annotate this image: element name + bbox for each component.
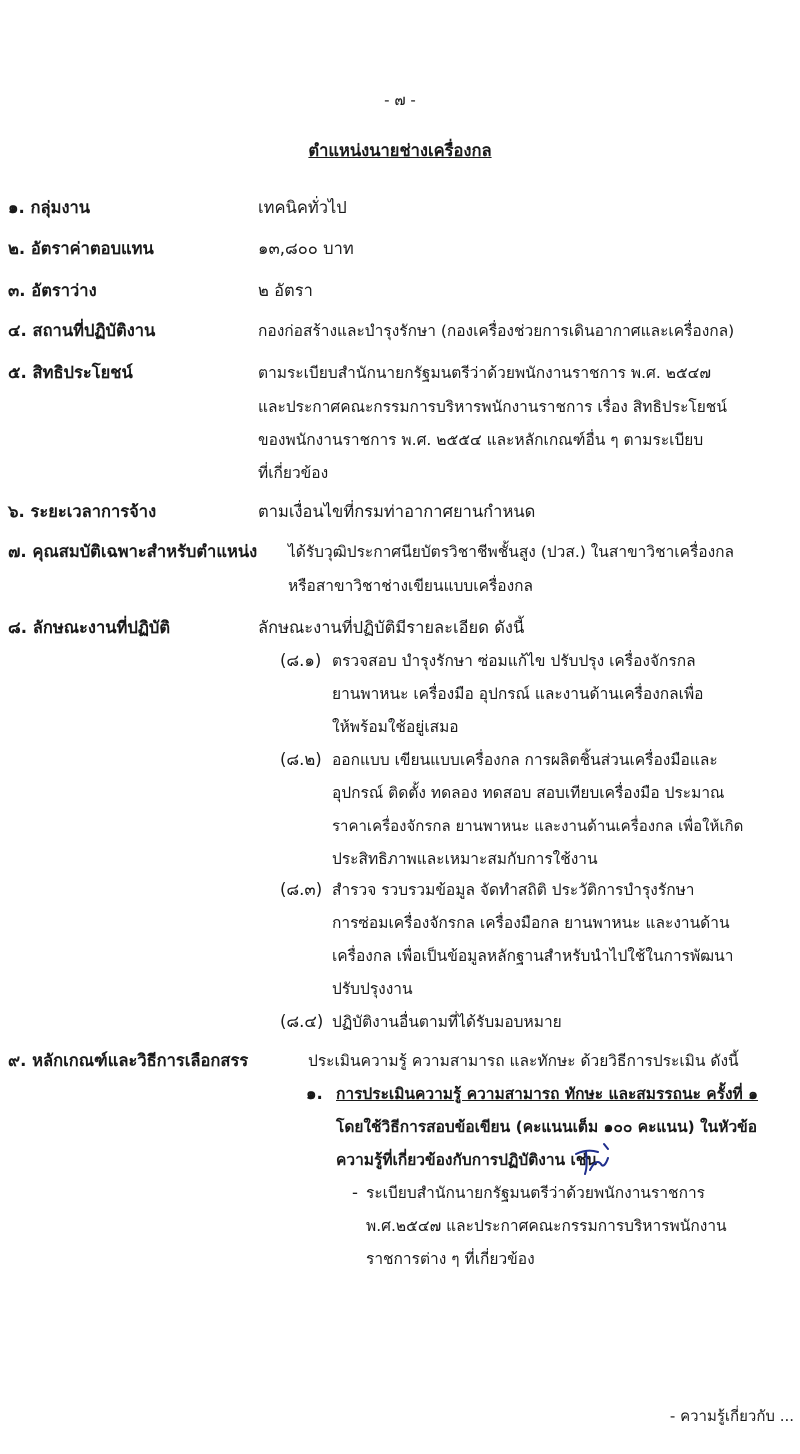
duty-number: (๘.๓) xyxy=(280,880,323,899)
item-label-7: ๗. คุณสมบัติเฉพาะสำหรับตำแหน่ง xyxy=(8,542,258,561)
item-label-5: ๕. สิทธิประโยชน์ xyxy=(8,363,133,382)
item-label-8: ๘. ลักษณะงานที่ปฏิบัติ xyxy=(8,618,171,637)
item-value-8: ลักษณะงานที่ปฏิบัติมีรายละเอียด ดังนี้ xyxy=(258,618,525,637)
item-value-1: เทคนิคทั่วไป xyxy=(258,198,347,217)
duty-line: เครื่องกล เพื่อเป็นข้อมูลหลักฐานสำหรับนำไปใช้ในการพัฒนา xyxy=(332,947,734,965)
bullet-marker: - xyxy=(352,1183,358,1202)
item-value-5-line-4: ที่เกี่ยวข้อง xyxy=(258,464,329,482)
item-value-3: ๒ อัตรา xyxy=(258,281,313,300)
duty-line: อุปกรณ์ ติดตั้ง ทดลอง ทดสอบ สอบเทียบเครื่องมือ ประมาณ xyxy=(332,784,725,802)
bullet-line: พ.ศ.๒๕๔๗ และประกาศคณะกรรมการบริหารพนักงาน xyxy=(366,1217,727,1235)
duty-number: (๘.๑) xyxy=(280,651,322,670)
duty-line: สำรวจ รวบรวมข้อมูล จัดทำสถิติ ประวัติการบำรุงรักษา xyxy=(332,881,695,899)
duty-number: (๘.๔) xyxy=(280,1012,324,1031)
duty-line: ยานพาหนะ เครื่องมือ อุปกรณ์ และงานด้านเครื่องกลเพื่อ xyxy=(332,685,704,703)
item-value-6: ตามเงื่อนไขที่กรมท่าอากาศยานกำหนด xyxy=(258,502,536,521)
selection-line: ความรู้ที่เกี่ยวข้องกับการปฏิบัติงาน เช่น xyxy=(336,1151,597,1169)
duty-line: การซ่อมเครื่องจักรกล เครื่องมือกล ยานพาหนะ และงานด้าน xyxy=(332,914,730,932)
duty-line: ประสิทธิภาพและเหมาะสมกับการใช้งาน xyxy=(332,850,598,868)
duty-number: (๘.๒) xyxy=(280,750,322,769)
item-label-1: ๑. กลุ่มงาน xyxy=(8,198,91,217)
item-value-7-line-1: ได้รับวุฒิประกาศนียบัตรวิชาชีพชั้นสูง (ปวส.) ในสาขาวิชาเครื่องกล xyxy=(288,543,735,561)
item-label-4: ๔. สถานที่ปฏิบัติงาน xyxy=(8,321,156,340)
item-value-4: กองก่อสร้างและบำรุงรักษา (กองเครื่องช่วยการเดินอากาศและเครื่องกล) xyxy=(258,322,735,340)
item-value-5-line-2: และประกาศคณะกรรมการบริหารพนักงานราชการ เรื่อง สิทธิประโยชน์ xyxy=(258,398,727,416)
duty-line: ตรวจสอบ บำรุงรักษา ซ่อมแก้ไข ปรับปรุง เครื่องจักรกล xyxy=(332,652,696,670)
signature-initials xyxy=(568,1138,632,1178)
duty-line: ราคาเครื่องจักรกล ยานพาหนะ และงานด้านเครื่องกล เพื่อให้เกิด xyxy=(332,817,744,835)
item-value-5-line-3: ของพนักงานราชการ พ.ศ. ๒๕๕๔ และหลักเกณฑ์อื่น ๆ ตามระเบียบ xyxy=(258,431,704,449)
bullet-line: ราชการต่าง ๆ ที่เกี่ยวข้อง xyxy=(366,1250,535,1268)
duty-line: ปฏิบัติงานอื่นตามที่ได้รับมอบหมาย xyxy=(332,1013,562,1031)
item-value-9: ประเมินความรู้ ความสามารถ และทักษะ ด้วยวิธีการประเมิน ดังนี้ xyxy=(308,1052,739,1070)
duty-line: ออกแบบ เขียนแบบเครื่องกล การผลิตชิ้นส่วนเครื่องมือและ xyxy=(332,751,718,769)
item-value-7-line-2: หรือสาขาวิชาช่างเขียนแบบเครื่องกล xyxy=(288,577,534,595)
duty-line: ปรับปรุงงาน xyxy=(332,980,413,998)
footer-continuation: - ความรู้เกี่ยวกับ ... xyxy=(669,1407,794,1425)
duty-line: ให้พร้อมใช้อยู่เสมอ xyxy=(332,718,459,736)
item-value-2: ๑๓,๘๐๐ บาท xyxy=(258,239,354,258)
item-label-9: ๙. หลักเกณฑ์และวิธีการเลือกสรร xyxy=(8,1051,249,1070)
selection-line: โดยใช้วิธีการสอบข้อเขียน (คะแนนเต็ม ๑๐๐ คะแนน) ในหัวข้อ xyxy=(336,1118,758,1136)
selection-heading: การประเมินความรู้ ความสามารถ ทักษะ และสมรรถนะ ครั้งที่ ๑ xyxy=(336,1085,759,1103)
item-value-5-line-1: ตามระเบียบสำนักนายกรัฐมนตรีว่าด้วยพนักงานราชการ พ.ศ. ๒๕๔๗ xyxy=(258,364,712,382)
item-label-6: ๖. ระยะเวลาการจ้าง xyxy=(8,502,157,521)
page-number: - ๗ - xyxy=(384,91,416,109)
selection-number: ๑. xyxy=(306,1084,323,1103)
item-label-3: ๓. อัตราว่าง xyxy=(8,281,97,300)
page-title: ตำแหน่งนายช่างเครื่องกล xyxy=(308,141,492,160)
item-label-2: ๒. อัตราค่าตอบแทน xyxy=(8,239,154,258)
bullet-line: ระเบียบสำนักนายกรัฐมนตรีว่าด้วยพนักงานราชการ xyxy=(366,1184,705,1202)
